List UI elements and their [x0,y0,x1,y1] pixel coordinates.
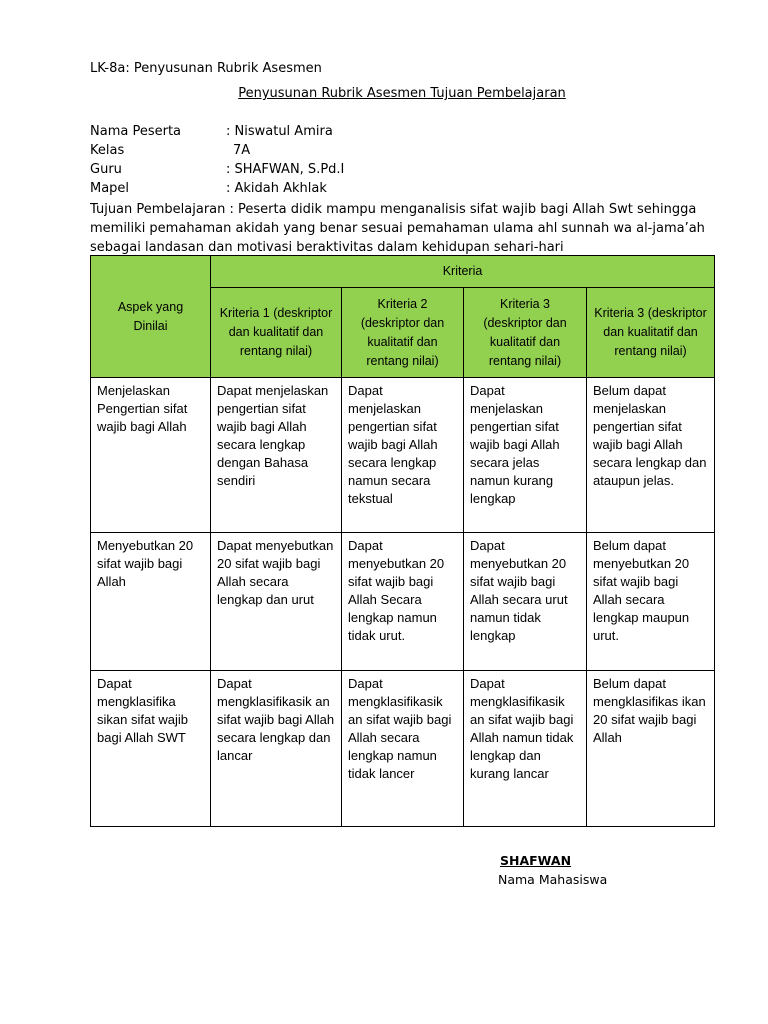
criteria-cell: Dapat mengklasifikasik an sifat wajib bagi Allah namun tidak lengkap dan kurang lancar [464,671,587,827]
document-title: LK-8a: Penyusunan Rubrik Asesmen [90,61,322,76]
aspect-header: Aspek yang Dinilai [91,256,211,378]
criteria-column-header: Kriteria 3 (deskriptor dan kualitatif dan rentang nilai) [587,288,715,378]
class-label: Kelas [90,143,125,158]
criteria-cell: Dapat mengklasifikasik an sifat wajib bagi Allah secara lengkap namun tidak lancer [342,671,464,827]
criteria-cell: Dapat menyebutkan 20 sifat wajib bagi Allah Secara lengkap namun tidak urut. [342,533,464,671]
aspect-cell: Menjelaskan Pengertian sifat wajib bagi Allah [91,378,211,533]
criteria-cell: Dapat menyebutkan 20 sifat wajib bagi Allah secara urut namun tidak lengkap [464,533,587,671]
criteria-cell: Dapat menjelaskan pengertian sifat wajib bagi Allah secara lengkap dengan Bahasa sendiri [211,378,342,533]
learning-objective: Tujuan Pembelajaran : Peserta didik mampu menganalisis sifat wajib bagi Allah Swt sehingga memiliki pemahaman akidah yang benar sesuai pemahaman ulama ahl sunnah wa al-jama’ah sebagai landasan dan motivasi beraktivitas dalam kehidupan sehari-hari [90,202,705,255]
criteria-cell: Belum dapat menyebutkan 20 sifat wajib bagi Allah secara lengkap maupun urut. [587,533,715,671]
criteria-header: Kriteria [211,256,715,288]
participant-info [90,124,714,257]
signature-name: SHAFWAN [500,853,572,868]
criteria-column-header: Kriteria 1 (deskriptor dan kualitatif dan rentang nilai) [211,288,342,378]
rubric-table [90,255,715,827]
signature-block [498,851,607,889]
criteria-cell: Belum dapat mengklasifikas ikan 20 sifat wajib bagi Allah [587,671,715,827]
criteria-cell: Dapat menjelaskan pengertian sifat wajib bagi Allah secara lengkap namun secara tekstual [342,378,464,533]
criteria-cell: Dapat menyebutkan 20 sifat wajib bagi Allah secara lengkap dan urut [211,533,342,671]
criteria-column-header: Kriteria 3 (deskriptor dan kualitatif dan rentang nilai) [464,288,587,378]
table-row [91,378,715,533]
teacher-label: Guru [90,162,122,177]
info-row-class [90,143,714,162]
aspect-cell: Dapat mengklasifika sikan sifat wajib bagi Allah SWT [91,671,211,827]
name-value: : Niswatul Amira [226,124,333,139]
criteria-cell: Dapat mengklasifikasik an sifat wajib bagi Allah secara lengkap dan lancar [211,671,342,827]
criteria-cell: Dapat menjelaskan pengertian sifat wajib bagi Allah secara jelas namun kurang lengkap [464,378,587,533]
document-subtitle: Penyusunan Rubrik Asesmen Tujuan Pembelajaran [238,86,566,101]
table-row [91,533,715,671]
subject-label: Mapel [90,181,130,196]
info-row-subject [90,181,714,200]
signature-role: Nama Mahasiswa [498,872,608,887]
subject-value: : Akidah Akhlak [226,181,327,196]
table-row [91,671,715,827]
name-label: Nama Peserta [90,124,182,139]
info-row-name [90,124,714,143]
class-value: 7A [233,143,251,158]
info-row-teacher [90,162,714,181]
teacher-value: : SHAFWAN, S.Pd.I [226,162,345,177]
criteria-column-header: Kriteria 2 (deskriptor dan kualitatif dan rentang nilai) [342,288,464,378]
criteria-cell: Belum dapat menjelaskan pengertian sifat wajib bagi Allah secara lengkap dan ataupun jelas. [587,378,715,533]
aspect-cell: Menyebutkan 20 sifat wajib bagi Allah [91,533,211,671]
header-row-top [91,256,715,288]
